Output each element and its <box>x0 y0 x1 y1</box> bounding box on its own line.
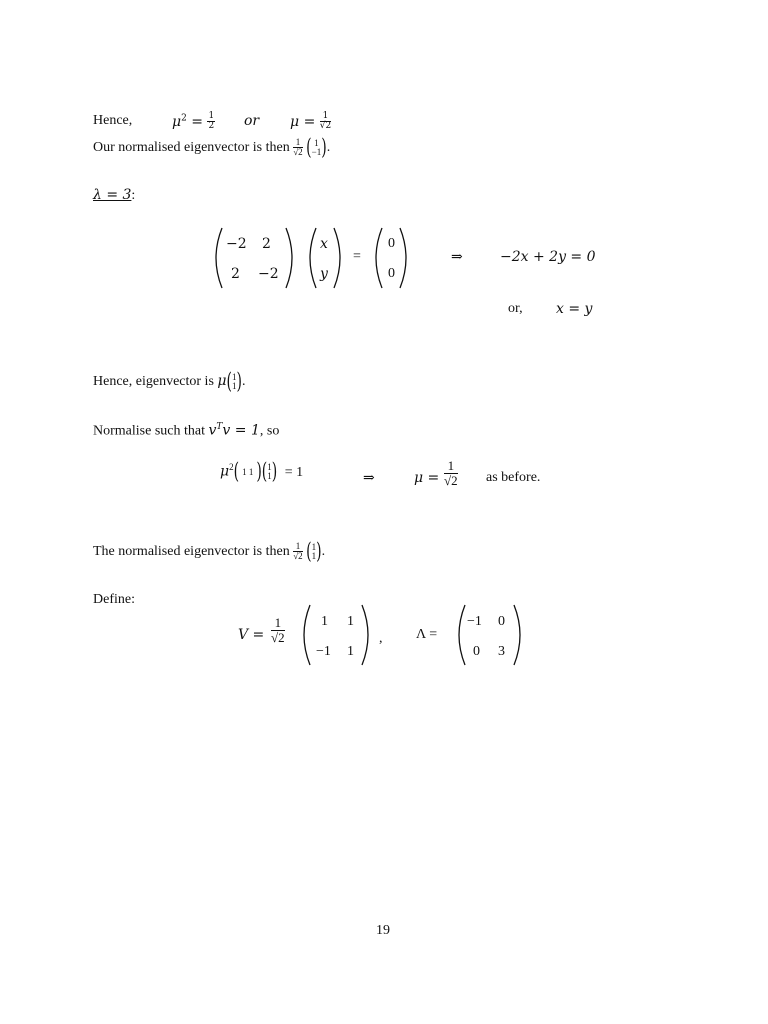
v11: 1 <box>321 614 328 629</box>
zero-bottom: 0 <box>388 266 395 281</box>
line-text: Normalise such that <box>93 423 205 439</box>
or-label: or <box>244 113 260 129</box>
lambda-heading: λ = 3: <box>93 187 136 203</box>
m12: 2 <box>262 236 271 252</box>
line-text: The normalised eigenvector is then <box>93 544 290 560</box>
x-var: x <box>320 236 328 252</box>
line-text: Our normalised eigenvector is then <box>93 140 290 156</box>
final-eigenvector-line: The normalised eigenvector is then $\frac{1}{√2}$ ( 1 1 ) . <box>93 539 326 565</box>
line-text: Hence, eigenvector is <box>93 374 214 390</box>
right-paren-Lambda <box>510 603 530 667</box>
m11: −2 <box>226 236 247 252</box>
eigenvector-line: Hence, eigenvector is μ ( 1 1 ) . <box>93 369 246 395</box>
right-paren-matrix <box>282 226 302 290</box>
row-vector: ( 1 1 ) <box>233 459 262 486</box>
period: . <box>326 140 331 156</box>
column-vector: ( 1 1 ) <box>261 459 278 486</box>
implies-arrow: ⇒ <box>451 250 463 265</box>
y-var: y <box>320 266 328 282</box>
l22: 3 <box>498 644 505 659</box>
equals: = <box>303 113 316 130</box>
mu-equals: μ = <box>414 470 440 486</box>
V-fraction: $\frac{1}{√2}$ <box>271 615 285 645</box>
v21: −1 <box>316 644 331 659</box>
lambda-eq: λ = 3 <box>93 187 132 203</box>
v22: 1 <box>347 644 354 659</box>
column-vector: ( 1 1 ) <box>306 539 322 565</box>
V-equals: V = <box>238 627 265 643</box>
fraction-one-over-root2: $\frac{1}{√2}$ <box>293 137 303 158</box>
mu-squared-eq <box>172 112 215 132</box>
column-vector: ( 1 −1 ) <box>306 135 327 161</box>
left-paren-Lambda <box>451 603 471 667</box>
implies-arrow: ⇒ <box>363 471 375 486</box>
exponent: 2 <box>181 113 187 124</box>
right-paren-zero <box>396 226 416 290</box>
equation-result: −2x + 2y = 0 <box>500 249 596 265</box>
normalisation-equation: $\mu^2$ ( 1 1 ) ( 1 1 ) = 1 <box>220 459 304 486</box>
mu-eq <box>290 112 331 132</box>
x-equals-y: x = y <box>556 301 593 317</box>
m22: −2 <box>258 266 279 282</box>
column-vector: ( 1 1 ) <box>226 369 242 395</box>
left-paren-xy <box>302 226 322 290</box>
equals: = <box>191 113 204 130</box>
zero-top: 0 <box>388 236 395 251</box>
l12: 0 <box>498 614 505 629</box>
fraction-one-over-root2: $\frac{1}{√2}$ <box>444 458 458 488</box>
equals-sign: = <box>353 249 361 264</box>
hence-label: Hence, <box>93 113 133 128</box>
define-label: Define: <box>93 592 135 607</box>
as-before: as before. <box>486 470 541 485</box>
mu-symbol: μ <box>217 373 227 390</box>
normalise-line: Normalise such that $v^Tv = 1$, so <box>93 422 280 439</box>
l21: 0 <box>473 644 480 659</box>
m21: 2 <box>231 266 240 282</box>
left-paren-V <box>296 603 316 667</box>
Lambda-equals: Λ = <box>416 627 438 642</box>
or-label: or, <box>508 301 523 316</box>
mu-symbol: μ <box>172 113 182 130</box>
mu-symbol: μ <box>290 113 300 130</box>
normalised-eigenvector-line <box>93 135 331 161</box>
left-paren-matrix <box>208 226 228 290</box>
fraction-one-over-root2: $\frac{1}{√2}$ <box>319 111 332 132</box>
left-paren-zero <box>368 226 388 290</box>
mu-symbol: μ <box>220 463 230 480</box>
l11: −1 <box>467 614 482 629</box>
v12: 1 <box>347 614 354 629</box>
fraction-half: $\frac{1}{2}$ <box>208 111 215 132</box>
comma: , <box>379 631 383 646</box>
fraction-one-over-root2: $\frac{1}{√2}$ <box>293 541 303 562</box>
page-number: 19 <box>376 923 390 938</box>
right-paren-V <box>358 603 378 667</box>
right-paren-xy <box>330 226 350 290</box>
